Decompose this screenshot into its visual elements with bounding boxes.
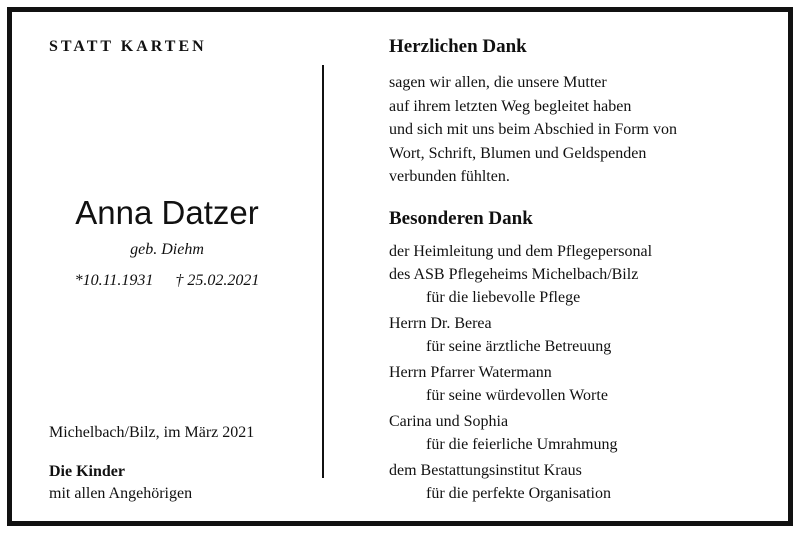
birth-date: *10.11.1931	[74, 272, 154, 289]
maiden-name: geb. Diehm	[130, 241, 204, 258]
thanks-line: verbunden fühlten.	[389, 168, 510, 185]
thanks-paragraph	[389, 71, 677, 189]
death-date: † 25.02.2021	[175, 272, 260, 289]
entry-reason: für seine würdevollen Worte	[426, 387, 608, 404]
signers-main: Die Kinder	[49, 463, 125, 480]
life-dates	[12, 272, 322, 290]
place-date: Michelbach/Bilz, im März 2021	[49, 424, 255, 441]
entry-line: Herrn Dr. Berea	[389, 315, 492, 332]
entry-reason: für seine ärztliche Betreuung	[426, 338, 612, 355]
entry-reason: für die perfekte Organisation	[426, 485, 611, 502]
entry-line: dem Bestattungsinstitut Kraus	[389, 462, 582, 479]
entry-reason: für die feierliche Umrahmung	[426, 436, 618, 453]
entry-line: des ASB Pflegeheims Michelbach/Bilz	[389, 266, 639, 283]
thanks-entry	[389, 361, 608, 407]
signers-sub: mit allen Angehörigen	[49, 485, 193, 502]
entry-line: Herrn Pfarrer Watermann	[389, 364, 552, 381]
thanks-line: auf ihrem letzten Weg begleitet haben	[389, 97, 632, 115]
entry-line: der Heimleitung und dem Pflegepersonal	[389, 243, 653, 260]
thanks-entry	[389, 410, 617, 456]
heading-besonderen-dank: Besonderen Dank	[389, 208, 533, 229]
heading-herzlichen-dank: Herzlichen Dank	[389, 36, 527, 57]
thanks-line: sagen wir allen, die unsere Mutter	[389, 74, 607, 91]
header-statt-karten: STATT KARTEN	[49, 38, 207, 55]
deceased-name: Anna Datzer	[75, 194, 259, 231]
thanks-entry	[389, 312, 611, 358]
signers	[49, 461, 192, 505]
thanks-entry	[389, 240, 652, 309]
thanks-line: Wort, Schrift, Blumen und Geldspenden	[389, 144, 647, 162]
thanks-entry	[389, 459, 611, 505]
thanks-line: und sich mit uns beim Abschied in Form von	[389, 121, 677, 138]
entry-reason: für die liebevolle Pflege	[426, 289, 581, 306]
entry-line: Carina und Sophia	[389, 413, 509, 430]
vertical-divider	[322, 65, 324, 478]
obituary-card	[7, 7, 793, 526]
